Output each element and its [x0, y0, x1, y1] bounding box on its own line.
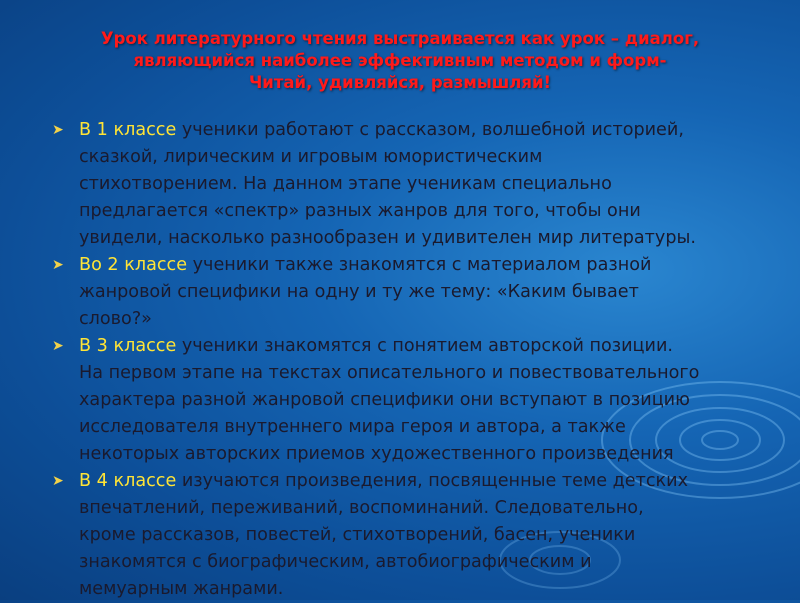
- list-item: [52, 252, 752, 333]
- list-item: [52, 117, 752, 252]
- grade-highlight: В 3 классе: [79, 336, 177, 356]
- item-line: мемуарным жанрами.: [79, 579, 284, 599]
- item-line: В 4 классе изучаются произведения, посвященные теме детских: [79, 471, 689, 491]
- grade-highlight: Во 2 классе: [79, 255, 188, 275]
- item-line: кроме рассказов, повестей, стихотворений, басен, ученики: [79, 525, 636, 545]
- item-line: В 1 классе ученики работают с рассказом, волшебной историей,: [79, 120, 684, 140]
- title-line: Урок литературного чтения выстраивается как урок – диалог,: [100, 29, 700, 48]
- arrow-bullet-icon: ➤: [52, 338, 64, 354]
- grade-list: [52, 117, 752, 603]
- item-line: стихотворением. На данном этапе ученикам специально: [79, 174, 612, 194]
- grade-highlight: В 4 классе: [79, 471, 177, 491]
- item-line: жанровой специфики на одну и ту же тему: «Каким бывает: [79, 282, 639, 302]
- arrow-bullet-icon: ➤: [52, 122, 64, 138]
- item-line: В 3 классе ученики знакомятся с понятием авторской позиции.: [79, 336, 673, 356]
- item-line: Во 2 классе ученики также знакомятся с материалом разной: [79, 255, 652, 275]
- list-item: [52, 468, 752, 603]
- item-line: исследователя внутреннего мира героя и автора, а также: [79, 417, 626, 437]
- slide-title: [40, 28, 760, 94]
- item-line: некоторых авторских приемов художественного произведения: [79, 444, 674, 464]
- item-line: характера разной жанровой специфики они вступают в позицию: [79, 390, 690, 410]
- arrow-bullet-icon: ➤: [52, 473, 64, 489]
- arrow-bullet-icon: ➤: [52, 257, 64, 273]
- title-line: являющийся наиболее эффективным методом и форм-: [133, 51, 667, 70]
- grade-highlight: В 1 классе: [79, 120, 177, 140]
- item-line: увидели, насколько разнообразен и удивителен мир литературы.: [79, 228, 696, 248]
- item-line: предлагается «спектр» разных жанров для того, чтобы они: [79, 201, 641, 221]
- item-line: сказкой, лирическим и игровым юмористическим: [79, 147, 543, 167]
- item-line: впечатлений, переживаний, воспоминаний. Следовательно,: [79, 498, 644, 518]
- item-line: слово?»: [79, 309, 152, 329]
- item-line: На первом этапе на текстах описательного и повествовательного: [79, 363, 700, 383]
- item-line: знакомятся с биографическим, автобиографическим и: [79, 552, 592, 572]
- title-line: Читай, удивляйся, размышляй!: [248, 73, 552, 92]
- list-item: [52, 333, 752, 468]
